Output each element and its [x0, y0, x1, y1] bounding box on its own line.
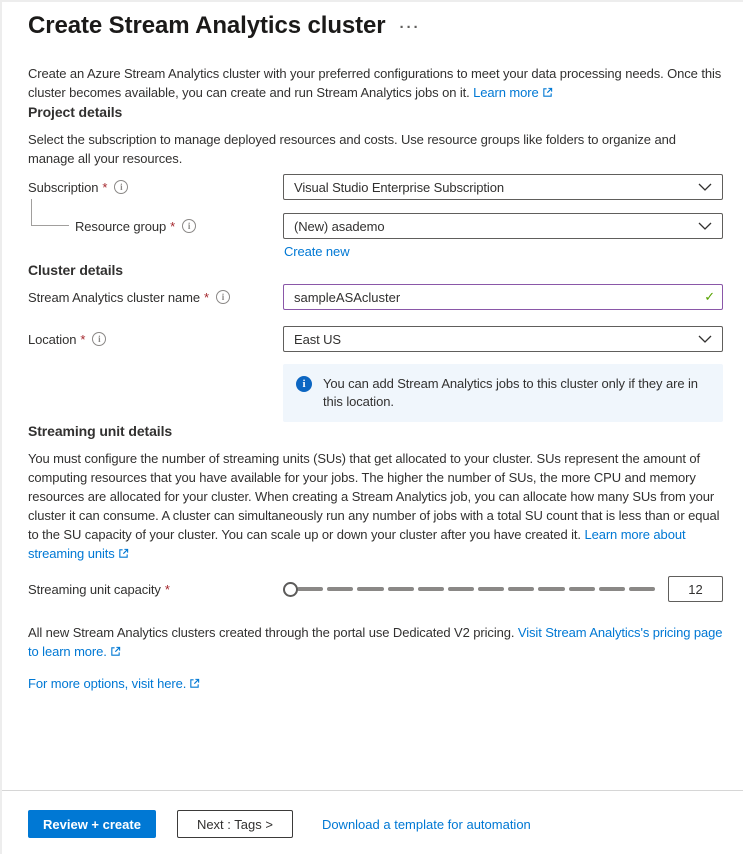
slider-track-segment[interactable]: [418, 587, 444, 591]
pricing-link[interactable]: Visit Stream Analytics's pricing page to learn more.: [28, 625, 722, 659]
valid-check-icon: ✓: [704, 289, 715, 304]
streaming-learn-more-link[interactable]: Learn more about streaming units: [28, 527, 685, 561]
more-options-link[interactable]: For more options, visit here.: [28, 676, 200, 691]
location-row: [28, 326, 723, 352]
info-message: You can add Stream Analytics jobs to this cluster only if they are in this location.: [323, 376, 698, 409]
location-info-box: [283, 364, 723, 422]
location-value: East US: [294, 331, 341, 347]
cluster-name-input[interactable]: [283, 284, 723, 310]
slider-handle[interactable]: [283, 582, 298, 597]
info-tooltip-icon[interactable]: i: [216, 290, 230, 304]
download-template-link[interactable]: Download a template for automation: [321, 816, 531, 832]
streaming-description: You must configure the number of streaming units (SUs) that get allocated to your cluster. SUs represent the amount of computing resources that you have available for your jobs. The higher the number of SUs, the more CPU and memory resources are allocated for your cluster. When creating a Stream Analytics job, you can allocate how many SUs from your cluster it can consume. A cluster can simultaneously run any number of jobs with a total SU count that is less than or equal to the SU capacity of your cluster. You can scale up or down your cluster after you have created it. Learn more about streaming units: [28, 449, 723, 564]
required-asterisk: *: [170, 218, 176, 234]
cluster-name-input-wrap: [283, 284, 723, 310]
slider-track-segment[interactable]: [538, 587, 564, 591]
chevron-down-icon: [698, 335, 712, 343]
required-asterisk: *: [80, 331, 86, 347]
context-menu-ellipsis-icon[interactable]: ···: [399, 19, 421, 36]
slider-track-segment[interactable]: [388, 587, 414, 591]
capacity-slider[interactable]: [283, 576, 655, 602]
info-tooltip-icon[interactable]: i: [182, 219, 196, 233]
slider-track[interactable]: [297, 587, 655, 591]
pricing-paragraph: All new Stream Analytics clusters created through the portal use Dedicated V2 pricing. Visit Stream Analytics's pricing page to learn more.: [28, 623, 723, 662]
resource-group-row: [28, 213, 723, 239]
capacity-input[interactable]: [668, 576, 723, 602]
page-title: [28, 12, 723, 42]
intro-paragraph: [28, 64, 723, 103]
cluster-name-row: [28, 284, 723, 310]
external-link-icon: [110, 643, 121, 662]
slider-track-segment[interactable]: [327, 587, 353, 591]
create-new-link[interactable]: Create new: [284, 244, 350, 259]
subscription-value: Visual Studio Enterprise Subscription: [294, 179, 504, 195]
location-dropdown[interactable]: [283, 326, 723, 352]
slider-track-segment[interactable]: [569, 587, 595, 591]
info-tooltip-icon[interactable]: i: [92, 332, 106, 346]
resource-group-label: Resource group * i: [28, 219, 283, 234]
review-create-button[interactable]: Review + create: [28, 810, 156, 838]
intro-text: Create an Azure Stream Analytics cluster with your preferred configurations to meet your data processing needs. Once this cluster becomes available, you can create and run Stream Analytics jobs on it.: [28, 66, 722, 100]
chevron-down-icon: [698, 183, 712, 191]
slider-track-segment[interactable]: [297, 587, 323, 591]
location-label: Location * i: [28, 332, 283, 347]
required-asterisk: *: [164, 581, 170, 597]
subscription-dropdown[interactable]: [283, 174, 723, 200]
capacity-label: Streaming unit capacity *: [28, 581, 170, 597]
external-link-icon: [542, 84, 553, 103]
slider-track-segment[interactable]: [508, 587, 534, 591]
required-asterisk: *: [203, 289, 209, 305]
external-link-icon: [189, 676, 200, 694]
tree-connector-line: [31, 199, 69, 226]
slider-track-segment[interactable]: [599, 587, 625, 591]
info-tooltip-icon[interactable]: i: [114, 180, 128, 194]
external-link-icon: [118, 545, 129, 564]
cluster-details-heading: Cluster details: [28, 262, 123, 278]
learn-more-link[interactable]: Learn more: [473, 85, 552, 100]
required-asterisk: *: [102, 179, 108, 195]
slider-track-segment[interactable]: [629, 587, 655, 591]
resource-group-value: (New) asademo: [294, 218, 385, 234]
resource-group-dropdown[interactable]: [283, 213, 723, 239]
subscription-label: Subscription * i: [28, 180, 283, 195]
capacity-row: [28, 576, 723, 602]
cluster-name-label: Stream Analytics cluster name * i: [28, 290, 283, 305]
slider-track-segment[interactable]: [448, 587, 474, 591]
footer-bar: [2, 790, 743, 854]
slider-track-segment[interactable]: [357, 587, 383, 591]
slider-track-segment[interactable]: [478, 587, 504, 591]
chevron-down-icon: [698, 222, 712, 230]
project-details-heading: Project details: [28, 104, 123, 120]
create-cluster-blade: [2, 12, 743, 693]
project-details-description: Select the subscription to manage deployed resources and costs. Use resource groups like folders to organize and manage all your resources.: [28, 132, 676, 166]
streaming-unit-heading: Streaming unit details: [28, 423, 173, 439]
subscription-row: [28, 174, 723, 200]
page-title-text: Create Stream Analytics cluster: [28, 12, 386, 39]
info-icon: i: [296, 376, 312, 392]
next-tags-button[interactable]: Next : Tags >: [177, 810, 293, 838]
